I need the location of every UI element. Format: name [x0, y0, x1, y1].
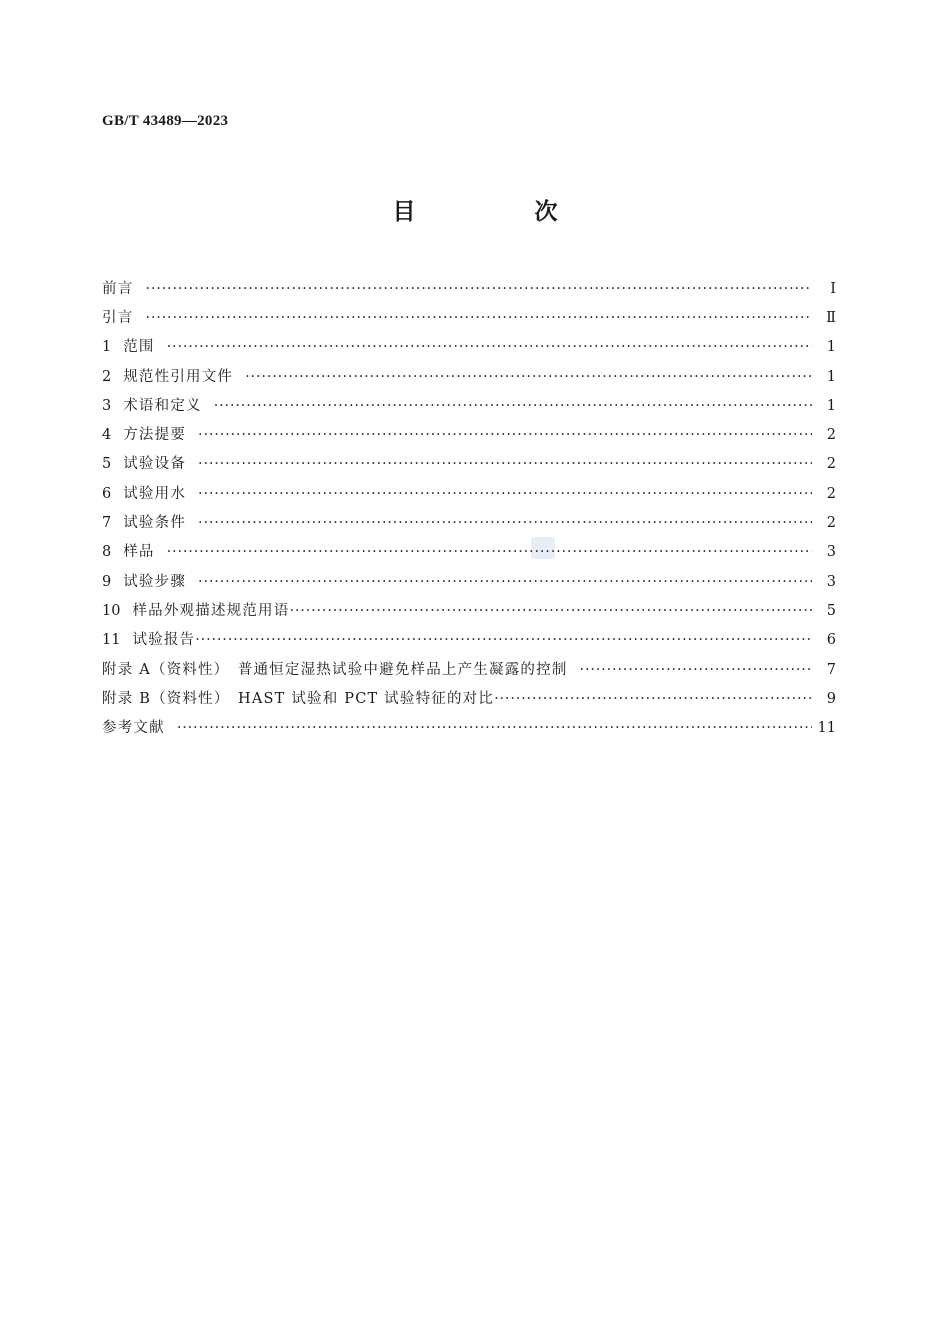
toc-entry-number: 3 — [102, 397, 112, 414]
toc-dot-leader — [167, 337, 812, 357]
toc-entry-9[interactable] — [102, 567, 836, 596]
toc-entry-5[interactable] — [102, 450, 836, 479]
toc-entry-title: 前言 — [102, 280, 134, 297]
toc-entry-number: 9 — [102, 573, 112, 590]
toc-entry-8[interactable] — [102, 538, 836, 567]
toc-entry-foreword[interactable] — [102, 274, 836, 303]
toc-entry-number: 1 — [102, 339, 112, 356]
toc-entry-2[interactable] — [102, 362, 836, 391]
toc-entry-page: 1 — [826, 368, 836, 385]
toc-entry-page: 7 — [826, 661, 836, 678]
toc-entry-page: 5 — [826, 602, 836, 619]
toc-entry-4[interactable] — [102, 420, 836, 449]
toc-dot-leader — [245, 367, 812, 387]
toc-entry-page: 1 — [826, 339, 836, 356]
toc-entry-introduction[interactable] — [102, 303, 836, 332]
toc-entry-number: 10 — [102, 602, 121, 619]
toc-dot-leader — [167, 542, 812, 562]
toc-entry-title: 附录 B（资料性） HAST 试验和 PCT 试验特征的对比 — [102, 690, 495, 707]
toc-dot-leader — [177, 718, 812, 738]
document-code: GB/T 43489—2023 — [102, 113, 229, 129]
toc-entry-title: 术语和定义 — [123, 397, 202, 414]
toc-dot-leader — [145, 279, 812, 299]
toc-dot-leader — [198, 425, 812, 445]
toc-entry-page: 2 — [826, 485, 836, 502]
toc-dot-leader — [580, 660, 812, 680]
toc-dot-leader — [198, 454, 812, 474]
toc-entry-number: 7 — [102, 515, 112, 532]
toc-entry-6[interactable] — [102, 479, 836, 508]
toc-entry-appendix-b[interactable] — [102, 684, 836, 713]
toc-entry-title: 样品外观描述规范用语 — [132, 602, 290, 619]
toc-entry-11[interactable] — [102, 626, 836, 655]
toc-entry-1[interactable] — [102, 333, 836, 362]
toc-entry-title: 参考文献 — [102, 720, 165, 737]
toc-entry-title: 试验报告 — [132, 632, 196, 649]
toc-entry-number: 8 — [102, 544, 112, 561]
page-title: 目 次 — [392, 199, 606, 225]
toc-dot-leader — [195, 630, 812, 650]
toc-entry-page: 2 — [826, 456, 836, 473]
table-of-contents — [102, 274, 836, 743]
toc-entry-7[interactable] — [102, 508, 836, 537]
toc-dot-leader — [289, 601, 812, 621]
toc-entry-page: Ⅱ — [826, 309, 836, 326]
toc-dot-leader — [145, 308, 812, 328]
toc-entry-page: 2 — [826, 427, 836, 444]
toc-entry-number: 5 — [102, 456, 112, 473]
toc-entry-page: 3 — [826, 544, 836, 561]
toc-dot-leader — [198, 484, 812, 504]
toc-entry-title: 试验用水 — [123, 485, 187, 502]
toc-entry-page: 1 — [826, 397, 836, 414]
toc-entry-number: 4 — [102, 427, 112, 444]
toc-entry-number: 11 — [102, 632, 121, 649]
toc-entry-number: 2 — [102, 368, 112, 385]
toc-dot-leader — [198, 513, 812, 533]
toc-entry-title: 引言 — [102, 309, 134, 326]
toc-entry-10[interactable] — [102, 596, 836, 625]
toc-entry-title: 方法提要 — [123, 427, 187, 444]
toc-entry-title: 范围 — [123, 339, 155, 356]
toc-entry-title: 附录 A（资料性） 普通恒定湿热试验中避免样品上产生凝露的控制 — [102, 661, 568, 678]
toc-entry-page: Ⅰ — [830, 280, 836, 297]
toc-entry-page: 2 — [826, 515, 836, 532]
toc-entry-title: 试验步骤 — [123, 573, 187, 590]
toc-entry-page: 9 — [826, 690, 836, 707]
toc-dot-leader — [198, 572, 812, 592]
toc-dot-leader — [214, 396, 812, 416]
toc-entry-page: 11 — [817, 720, 836, 737]
toc-entry-title: 试验设备 — [123, 456, 187, 473]
toc-entry-page: 6 — [826, 632, 836, 649]
toc-entry-page: 3 — [826, 573, 836, 590]
toc-entry-references[interactable] — [102, 713, 836, 742]
toc-entry-title: 规范性引用文件 — [123, 368, 234, 385]
toc-entry-3[interactable] — [102, 391, 836, 420]
toc-entry-appendix-a[interactable] — [102, 655, 836, 684]
toc-entry-number: 6 — [102, 485, 112, 502]
toc-entry-title: 样品 — [123, 544, 155, 561]
toc-dot-leader — [494, 689, 812, 709]
toc-entry-title: 试验条件 — [123, 515, 187, 532]
